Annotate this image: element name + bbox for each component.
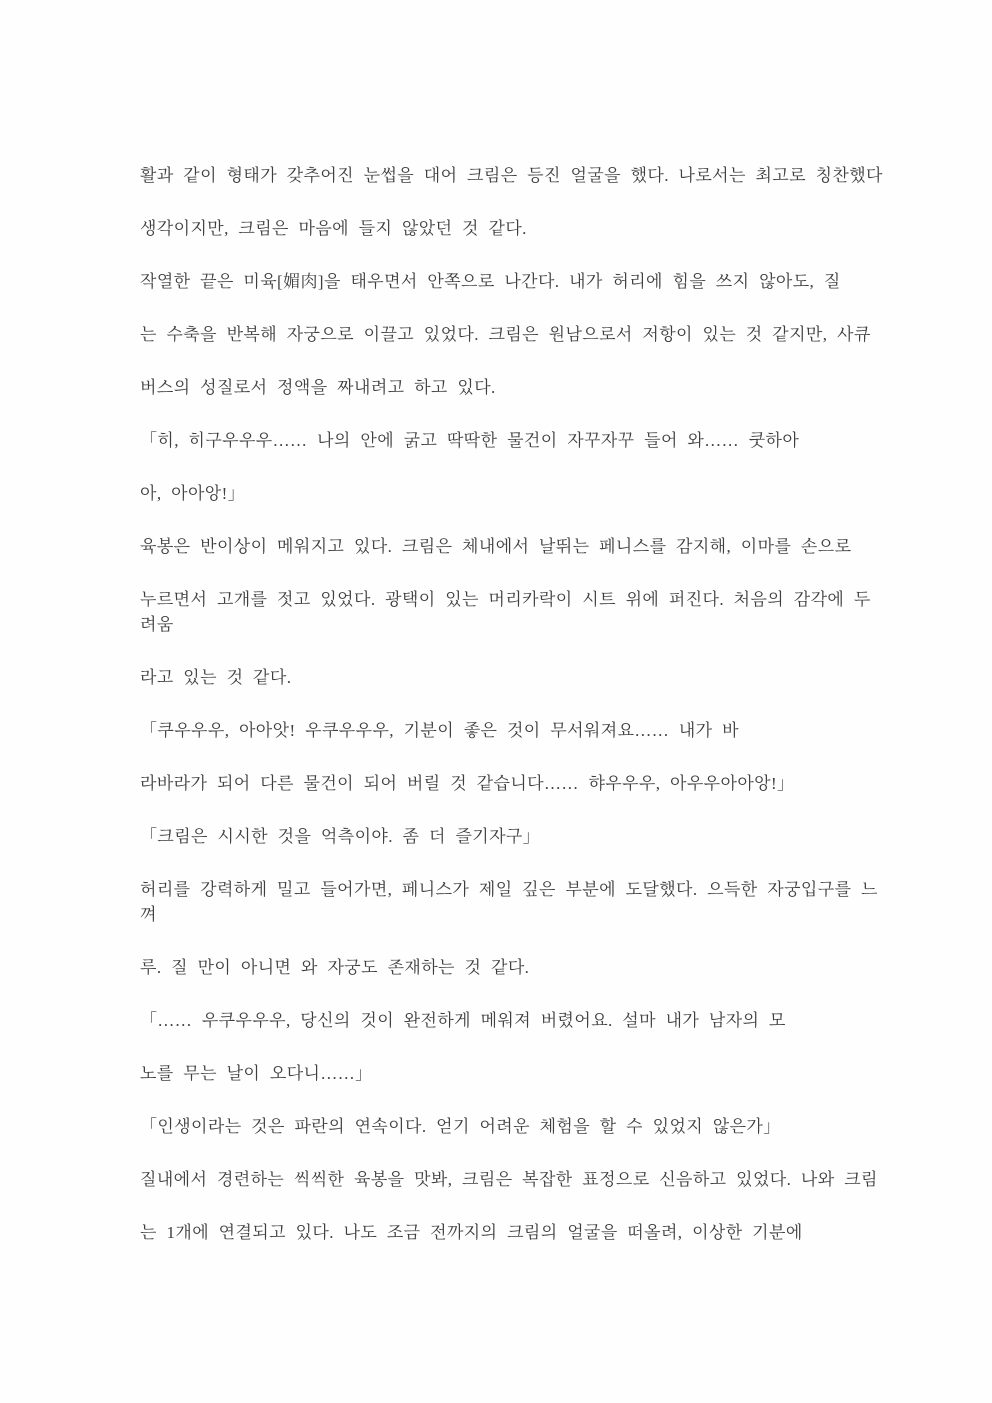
paragraph [140, 375, 882, 400]
text-line: 누르면서 고개를 젓고 있었다. 광택이 있는 머리카락이 시트 위에 퍼진다. 처음의 감각에 두 [140, 590, 871, 609]
paragraph [140, 587, 882, 637]
text-block [140, 163, 882, 1245]
text-line: 육봉은 반이상이 메워지고 있다. 크림은 체내에서 날뛰는 페니스를 감지해, 이마를 손으로 [140, 537, 852, 556]
text-line: 작열한 끝은 미육[媚肉]을 태우면서 안쪽으로 나간다. 내가 허리에 힘을 쓰지 않아도, 질 [140, 272, 841, 291]
text-line: 허리를 강력하게 밀고 들어가면, 페니스가 제일 깊은 부분에 도달했다. 으득한 자궁입구를 느 [140, 880, 878, 899]
text-line: 생각이지만, 크림은 마음에 들지 않았던 것 같다. [140, 219, 527, 238]
paragraph [140, 322, 882, 347]
paragraph [140, 428, 882, 453]
paragraph [140, 216, 882, 241]
paragraph [140, 1061, 882, 1086]
text-line: 「쿠우우우, 아아앗! 우쿠우우우, 기분이 좋은 것이 무서워져요…… 내가 바 [140, 721, 739, 740]
text-line: 라바라가 되어 다른 물건이 되어 버릴 것 같습니다…… 햐우우우, 아우우아아앙!」 [140, 774, 795, 793]
text-line: 는 1개에 연결되고 있다. 나도 조금 전까지의 크림의 얼굴을 떠올려, 이상한 기분에 [140, 1223, 803, 1242]
paragraph [140, 534, 882, 559]
text-line: 「크림은 시시한 것을 억측이야. 좀 더 즐기자구」 [140, 827, 541, 846]
paragraph [140, 824, 882, 849]
paragraph [140, 1114, 882, 1139]
text-line: 루. 질 만이 아니면 와 자궁도 존재하는 것 같다. [140, 958, 530, 977]
text-line: 질내에서 경련하는 씩씩한 육봉을 맛봐, 크림은 복잡한 표정으로 신음하고 있었다. 나와 크림 [140, 1170, 878, 1189]
text-line: 는 수축을 반복해 자궁으로 이끌고 있었다. 크림은 원남으로서 저항이 있는 것 같지만, 사큐 [140, 325, 871, 344]
paragraph [140, 955, 882, 980]
text-line: 「…… 우쿠우우우, 당신의 것이 완전하게 메워져 버렸어요. 설마 내가 남자의 모 [140, 1011, 786, 1030]
paragraph [140, 1220, 882, 1245]
paragraph [140, 665, 882, 690]
paragraph [140, 163, 882, 188]
text-line: 「인생이라는 것은 파란의 연속이다. 얻기 어려운 체험을 할 수 있었지 않은가」 [140, 1117, 781, 1136]
text-line: 「히, 히구우우우…… 나의 안에 굵고 딱딱한 물건이 자꾸자꾸 들어 와…… 쿳하아 [140, 431, 800, 450]
text-line: 껴 [140, 905, 157, 924]
paragraph [140, 718, 882, 743]
paragraph [140, 481, 882, 506]
paragraph [140, 771, 882, 796]
paragraph [140, 877, 882, 927]
text-line: 버스의 성질로서 정액을 짜내려고 하고 있다. [140, 378, 496, 397]
paragraph [140, 269, 882, 294]
text-line: 려움 [140, 615, 174, 634]
text-line: 노를 무는 날이 오다니……」 [140, 1064, 373, 1083]
paragraph [140, 1167, 882, 1192]
text-line: 라고 있는 것 같다. [140, 668, 292, 687]
paragraph [140, 1008, 882, 1033]
text-line: 아, 아아앙!」 [140, 484, 246, 503]
text-line: 활과 같이 형태가 갖추어진 눈썹을 대어 크림은 등진 얼굴을 했다. 나로서는 최고로 칭찬했다 [140, 166, 883, 185]
